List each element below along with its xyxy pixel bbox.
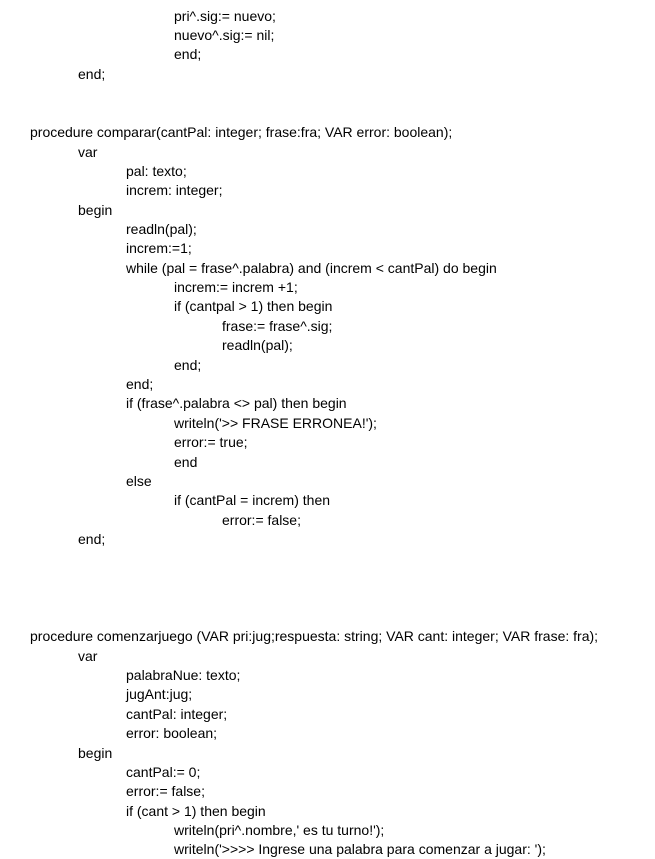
- code-line: begin: [78, 202, 113, 218]
- code-line: jugAnt:jug;: [126, 686, 193, 702]
- code-line: writeln('>> FRASE ERRONEA!');: [174, 415, 377, 431]
- code-line: end;: [174, 46, 202, 62]
- code-line: error:= false;: [126, 783, 205, 799]
- code-line: end;: [78, 531, 106, 547]
- code-line: readln(pal);: [222, 337, 293, 353]
- code-line: end: [174, 454, 198, 470]
- code-line: cantPal: integer;: [126, 706, 228, 722]
- code-line: error: boolean;: [126, 725, 218, 741]
- code-line: if (cantPal = increm) then: [174, 492, 331, 508]
- code-line: increm: integer;: [126, 182, 223, 198]
- code-line: error:= true;: [174, 434, 248, 450]
- code-line: pri^.sig:= nuevo;: [174, 8, 276, 24]
- code-line: begin: [78, 745, 113, 761]
- code-line: end;: [174, 357, 202, 373]
- procedure-header: procedure comparar(cantPal: integer; frase:fra; VAR error: boolean);: [30, 124, 453, 140]
- code-line: end;: [78, 66, 106, 82]
- code-line: increm:=1;: [126, 240, 192, 256]
- code-line: palabraNue: texto;: [126, 667, 241, 683]
- code-line: increm:= increm +1;: [174, 279, 298, 295]
- code-line: else: [126, 473, 152, 489]
- code-line: frase:= frase^.sig;: [222, 318, 333, 334]
- code-line: readln(pal);: [126, 221, 197, 237]
- code-line: var: [78, 144, 98, 160]
- code-line: cantPal:= 0;: [126, 764, 201, 780]
- code-line: pal: texto;: [126, 163, 187, 179]
- code-line: writeln(pri^.nombre,' es tu turno!');: [174, 822, 385, 838]
- code-line: while (pal = frase^.palabra) and (increm < cantPal) do begin: [126, 260, 497, 276]
- code-line: end;: [126, 376, 154, 392]
- code-line: var: [78, 648, 98, 664]
- code-line: if (frase^.palabra <> pal) then begin: [126, 395, 347, 411]
- code-line: writeln('>>>> Ingrese una palabra para comenzar a jugar: ');: [174, 841, 546, 857]
- code-line: if (cantpal > 1) then begin: [174, 298, 333, 314]
- code-line: nuevo^.sig:= nil;: [174, 27, 275, 43]
- code-line: if (cant > 1) then begin: [126, 803, 266, 819]
- code-line: error:= false;: [222, 512, 301, 528]
- procedure-header: procedure comenzarjuego (VAR pri:jug;respuesta: string; VAR cant: integer; VAR frase: fra);: [30, 628, 599, 644]
